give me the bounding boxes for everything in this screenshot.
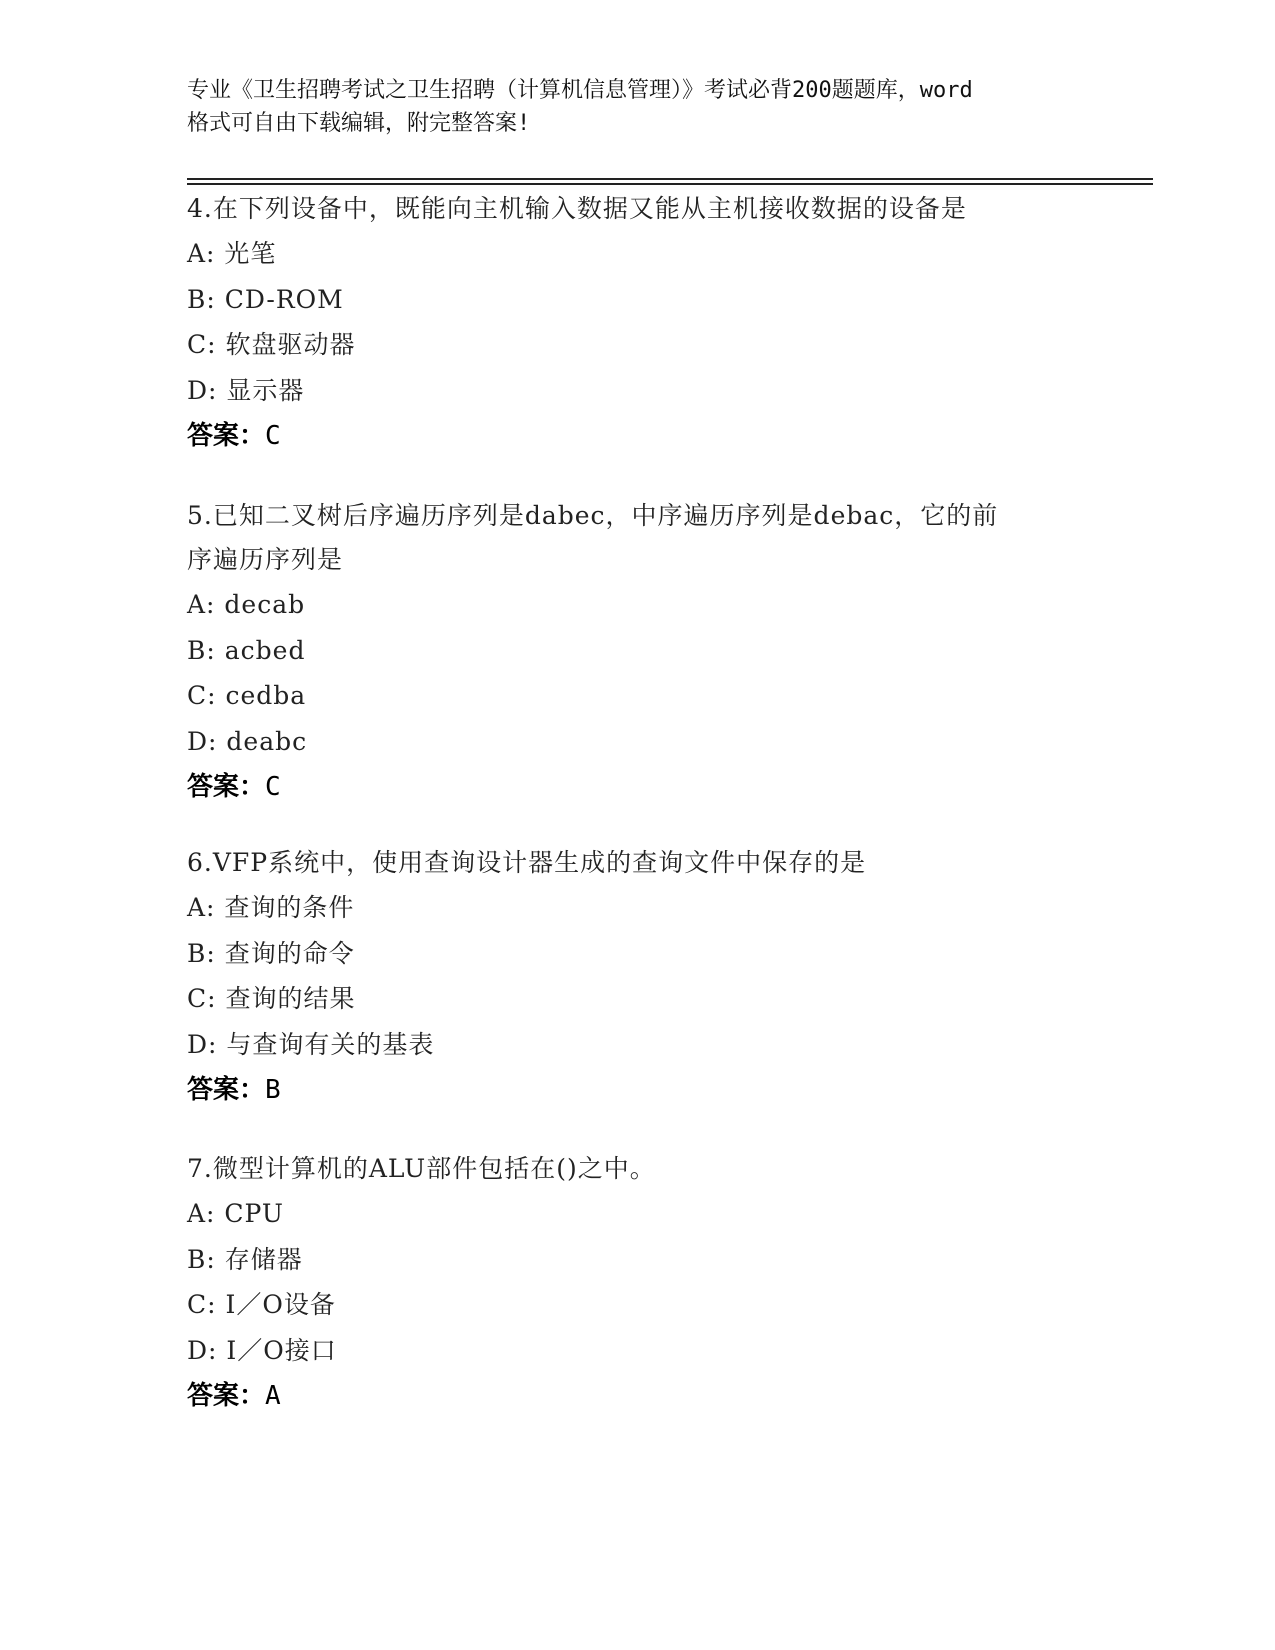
option-c: C: 查询的结果: [187, 984, 356, 1013]
option-a: A: 光笔: [187, 239, 277, 268]
question-stem: 4.在下列设备中，既能向主机输入数据又能从主机接收数据的设备是: [187, 194, 967, 223]
document-header: [187, 74, 1087, 140]
header-line-2: 格式可自由下载编辑，附完整答案!: [187, 111, 531, 136]
header-divider-top: [187, 178, 1153, 180]
question-block: [187, 841, 1087, 1113]
answer-value: C: [265, 421, 281, 451]
option-d: D: deabc: [187, 726, 308, 756]
answer-line: [187, 764, 1087, 810]
question-block: [187, 187, 1087, 459]
answer-line: [187, 413, 1087, 459]
option-c: C: cedba: [187, 681, 307, 710]
option-c: C: 软盘驱动器: [187, 330, 356, 359]
answer-label: 答案：: [187, 772, 266, 802]
option-d: D: 与查询有关的基表: [187, 1029, 435, 1059]
option-a: A: 查询的条件: [187, 893, 355, 922]
question-stem-line-1: 5.已知二叉树后序遍历序列是dabec，中序遍历序列是debac，它的前: [187, 501, 999, 530]
answer-label: 答案：: [187, 421, 266, 451]
question-stem: 6.VFP系统中，使用查询设计器生成的查询文件中保存的是: [187, 848, 867, 877]
answer-value: C: [265, 772, 281, 802]
option-b: B: 存储器: [187, 1244, 303, 1274]
answer-label: 答案：: [187, 1381, 266, 1411]
option-b: B: 查询的命令: [187, 938, 355, 968]
question-stem-line-2: 序遍历序列是: [187, 545, 344, 574]
option-a: A: CPU: [187, 1199, 285, 1228]
option-d: D: 显示器: [187, 375, 305, 405]
question-block: [187, 494, 1087, 810]
header-line-1: 专业《卫生招聘考试之卫生招聘（计算机信息管理）》考试必背200题题库，word: [187, 78, 973, 103]
option-c: C: I／O设备: [187, 1290, 336, 1319]
question-stem: 7.微型计算机的ALU部件包括在()之中。: [187, 1154, 656, 1183]
option-a: A: decab: [187, 590, 306, 619]
answer-value: B: [265, 1075, 281, 1105]
option-d: D: I／O接口: [187, 1335, 337, 1365]
option-b: B: acbed: [187, 635, 306, 665]
question-block: [187, 1147, 1087, 1419]
answer-value: A: [265, 1381, 281, 1411]
answer-label: 答案：: [187, 1075, 266, 1105]
answer-line: [187, 1067, 1087, 1113]
option-b: B: CD-ROM: [187, 284, 344, 314]
answer-line: [187, 1373, 1087, 1419]
header-divider-bottom: [187, 183, 1153, 185]
